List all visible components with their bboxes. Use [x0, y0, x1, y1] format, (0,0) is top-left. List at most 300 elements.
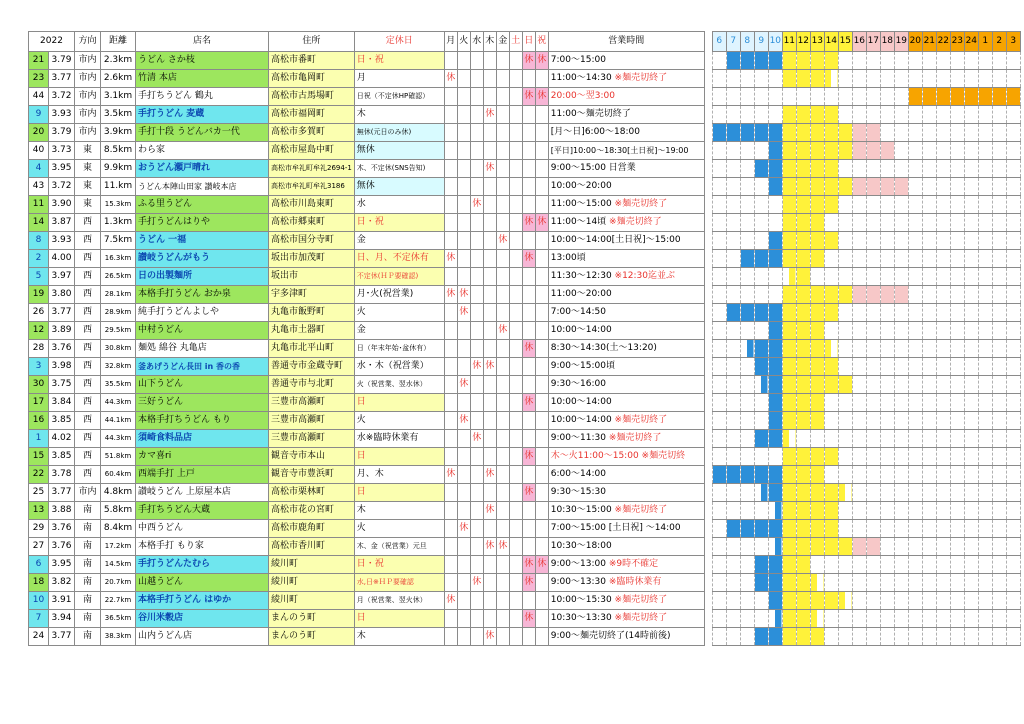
closed-sat — [509, 142, 522, 160]
hour-cell — [894, 358, 908, 376]
direction: 南 — [75, 574, 101, 592]
closed-thu — [483, 484, 496, 502]
hour-cell — [908, 484, 922, 502]
direction: 南 — [75, 502, 101, 520]
hour-cell — [964, 106, 978, 124]
hour-cell — [810, 484, 824, 502]
business-hours: 10:00～14:00[土日祝]～15:00 — [548, 232, 704, 250]
hour-cell — [852, 214, 866, 232]
hour-cell — [810, 142, 824, 160]
hour-cell — [908, 394, 922, 412]
address: 観音寺市本山 — [269, 448, 355, 466]
hour-cell — [838, 358, 852, 376]
closed-sun: 休 — [522, 214, 535, 232]
hour-cell — [908, 52, 922, 70]
hour-cell — [852, 250, 866, 268]
distance: 44.1km — [101, 412, 136, 430]
hour-cell — [964, 556, 978, 574]
spacer-cell — [704, 430, 712, 448]
closed-fri — [496, 628, 509, 646]
hour-cell — [992, 214, 1006, 232]
hour-cell — [810, 286, 824, 304]
business-hours: [平日]10:00～18:30[土日祝]～19:00 — [548, 142, 704, 160]
closed-wed — [470, 394, 483, 412]
hour-cell — [782, 556, 796, 574]
hour-cell — [880, 466, 894, 484]
hour-cell — [992, 358, 1006, 376]
distance: 11.km — [101, 178, 136, 196]
closed-hol — [535, 502, 548, 520]
hour-cell — [754, 196, 768, 214]
spacer-cell — [704, 142, 712, 160]
hour-cell — [1006, 304, 1020, 322]
closed-tue — [457, 538, 470, 556]
direction: 東 — [75, 196, 101, 214]
closed-tue — [457, 430, 470, 448]
shop-number: 2 — [29, 250, 49, 268]
spacer-cell — [704, 160, 712, 178]
hour-cell — [866, 574, 880, 592]
address: 高松市番町 — [269, 52, 355, 70]
hour-cell — [1006, 466, 1020, 484]
hour-cell — [992, 556, 1006, 574]
hour-cell — [810, 556, 824, 574]
hour-cell — [726, 286, 740, 304]
hour-header: 24 — [964, 32, 978, 52]
hour-cell — [768, 430, 782, 448]
hour-cell — [936, 304, 950, 322]
hour-cell — [796, 232, 810, 250]
hour-cell — [754, 610, 768, 628]
shop-number: 4 — [29, 160, 49, 178]
closed-tue: 休 — [457, 520, 470, 538]
closed-hol — [535, 430, 548, 448]
hour-cell — [866, 322, 880, 340]
closed-days: 月 — [354, 70, 444, 88]
hour-cell — [852, 304, 866, 322]
hour-cell — [922, 394, 936, 412]
hour-cell — [866, 196, 880, 214]
address: 高松市牟礼町牟礼3186 — [269, 178, 355, 196]
hour-cell — [880, 520, 894, 538]
hour-cell — [726, 214, 740, 232]
hour-cell — [838, 70, 852, 88]
hour-cell — [824, 376, 838, 394]
hour-cell — [824, 250, 838, 268]
hour-cell — [1006, 358, 1020, 376]
hour-cell — [936, 502, 950, 520]
hour-cell — [782, 394, 796, 412]
shop-name: わら家 — [136, 142, 269, 160]
hour-cell — [936, 124, 950, 142]
rating: 3.78 — [49, 466, 75, 484]
rating: 3.85 — [49, 448, 75, 466]
hour-cell — [992, 322, 1006, 340]
business-hours: 11:30～12:30 ※12:30迄並ぶ — [548, 268, 704, 286]
hour-header: 13 — [810, 32, 824, 52]
hour-cell — [936, 448, 950, 466]
hour-cell — [866, 448, 880, 466]
hour-cell — [796, 106, 810, 124]
table-row — [29, 466, 1021, 484]
spacer-header — [704, 32, 712, 52]
hour-cell — [796, 142, 810, 160]
hour-cell — [852, 430, 866, 448]
hour-cell — [810, 106, 824, 124]
hour-cell — [754, 628, 768, 646]
hour-cell — [796, 448, 810, 466]
hour-cell — [838, 538, 852, 556]
closed-thu: 休 — [483, 160, 496, 178]
closed-fri — [496, 556, 509, 574]
closed-sat — [509, 628, 522, 646]
hour-cell — [936, 88, 950, 106]
table-row — [29, 304, 1021, 322]
closed-fri — [496, 358, 509, 376]
hour-cell — [992, 106, 1006, 124]
hour-cell — [880, 268, 894, 286]
rating: 3.97 — [49, 268, 75, 286]
direction: 西 — [75, 250, 101, 268]
hour-cell — [894, 574, 908, 592]
hour-cell — [866, 214, 880, 232]
closed-wed — [470, 610, 483, 628]
hour-cell — [754, 88, 768, 106]
hour-cell — [782, 88, 796, 106]
table-row — [29, 88, 1021, 106]
hour-cell — [768, 412, 782, 430]
hour-cell — [740, 556, 754, 574]
hour-cell — [908, 88, 922, 106]
hour-cell — [894, 538, 908, 556]
closed-fri — [496, 412, 509, 430]
hour-cell — [712, 178, 726, 196]
closed-tue — [457, 394, 470, 412]
hour-cell — [922, 106, 936, 124]
hour-cell — [740, 178, 754, 196]
closed-sat — [509, 484, 522, 502]
distance: 28.9km — [101, 304, 136, 322]
closed-thu — [483, 142, 496, 160]
hour-cell — [964, 232, 978, 250]
hour-cell — [740, 484, 754, 502]
closed-hol — [535, 286, 548, 304]
hour-cell — [824, 322, 838, 340]
table-row — [29, 412, 1021, 430]
hour-cell — [754, 466, 768, 484]
closed-sat — [509, 376, 522, 394]
shop-number: 29 — [29, 520, 49, 538]
hour-cell — [782, 628, 796, 646]
hour-cell — [908, 178, 922, 196]
hour-cell — [922, 430, 936, 448]
hour-cell — [768, 214, 782, 232]
hour-cell — [1006, 214, 1020, 232]
shop-number: 5 — [29, 268, 49, 286]
closed-thu — [483, 196, 496, 214]
hour-cell — [740, 574, 754, 592]
hour-cell — [754, 52, 768, 70]
hour-cell — [964, 70, 978, 88]
fri-header: 金 — [496, 32, 509, 52]
hour-cell — [922, 358, 936, 376]
closed-sat — [509, 232, 522, 250]
closed-sat — [509, 502, 522, 520]
hour-cell — [740, 358, 754, 376]
hour-cell — [852, 52, 866, 70]
spacer-cell — [704, 322, 712, 340]
hour-cell — [796, 574, 810, 592]
hour-cell — [782, 412, 796, 430]
hour-cell — [726, 430, 740, 448]
table-row — [29, 214, 1021, 232]
closed-days: 火 — [354, 412, 444, 430]
hour-cell — [978, 538, 992, 556]
hour-cell — [866, 628, 880, 646]
hour-cell — [908, 142, 922, 160]
hour-cell — [726, 106, 740, 124]
hour-cell — [754, 340, 768, 358]
hour-cell — [768, 340, 782, 358]
hour-header: 9 — [754, 32, 768, 52]
closed-sun — [522, 106, 535, 124]
hour-cell — [1006, 286, 1020, 304]
closed-thu: 休 — [483, 502, 496, 520]
hour-cell — [810, 160, 824, 178]
hour-cell — [978, 610, 992, 628]
hour-cell — [1006, 322, 1020, 340]
hour-cell — [726, 376, 740, 394]
business-hours: 10:00～15:30 ※麺売切終了 — [548, 592, 704, 610]
hour-cell — [824, 286, 838, 304]
hour-cell — [978, 484, 992, 502]
hour-cell — [922, 286, 936, 304]
closed-days: 日 — [354, 610, 444, 628]
closed-sun: 休 — [522, 88, 535, 106]
hour-cell — [754, 376, 768, 394]
hour-cell — [796, 610, 810, 628]
hour-cell — [768, 268, 782, 286]
distance: 60.4km — [101, 466, 136, 484]
hour-cell — [950, 160, 964, 178]
distance: 38.3km — [101, 628, 136, 646]
hour-cell — [726, 358, 740, 376]
hour-cell — [852, 538, 866, 556]
address: 善通寺市金蔵寺町 — [269, 358, 355, 376]
hour-cell — [950, 484, 964, 502]
business-hours: [月～日]6:00～18:00 — [548, 124, 704, 142]
hour-cell — [740, 196, 754, 214]
hour-cell — [782, 430, 796, 448]
closed-sat — [509, 430, 522, 448]
closed-wed — [470, 628, 483, 646]
closed-fri — [496, 376, 509, 394]
table-row — [29, 610, 1021, 628]
closed-sat — [509, 448, 522, 466]
hour-cell — [852, 322, 866, 340]
hour-cell — [992, 412, 1006, 430]
hour-cell — [838, 610, 852, 628]
closed-fri — [496, 142, 509, 160]
closed-fri — [496, 88, 509, 106]
hour-cell — [782, 304, 796, 322]
hour-cell — [768, 628, 782, 646]
spacer-cell — [704, 610, 712, 628]
hour-cell — [754, 268, 768, 286]
hour-cell — [992, 610, 1006, 628]
hour-cell — [824, 106, 838, 124]
closed-fri: 休 — [496, 232, 509, 250]
hour-cell — [810, 88, 824, 106]
closed-thu — [483, 574, 496, 592]
closed-hol — [535, 628, 548, 646]
closed-sun — [522, 178, 535, 196]
closed-tue — [457, 466, 470, 484]
hour-cell — [824, 610, 838, 628]
hour-cell — [894, 286, 908, 304]
distance: 35.5km — [101, 376, 136, 394]
hour-cell — [852, 142, 866, 160]
closed-tue — [457, 358, 470, 376]
shop-name: うどん本陣山田家 讃岐本店 — [136, 178, 269, 196]
closed-tue — [457, 502, 470, 520]
shop-number: 12 — [29, 322, 49, 340]
hour-cell — [866, 394, 880, 412]
hour-cell — [754, 394, 768, 412]
closed-sat — [509, 178, 522, 196]
distance: 1.3km — [101, 214, 136, 232]
closed-sat — [509, 520, 522, 538]
shop-name: 中西うどん — [136, 520, 269, 538]
hour-cell — [978, 232, 992, 250]
closed-sat — [509, 466, 522, 484]
hour-cell — [1006, 448, 1020, 466]
closed-sun — [522, 196, 535, 214]
hour-cell — [894, 178, 908, 196]
hour-cell — [894, 340, 908, 358]
closed-sun: 休 — [522, 448, 535, 466]
closed-fri — [496, 106, 509, 124]
closed-sat — [509, 322, 522, 340]
hour-cell — [782, 574, 796, 592]
hour-cell — [992, 304, 1006, 322]
hour-cell — [880, 232, 894, 250]
hour-cell — [922, 232, 936, 250]
hour-cell — [740, 268, 754, 286]
hour-cell — [768, 466, 782, 484]
rating: 3.94 — [49, 610, 75, 628]
hour-cell — [936, 340, 950, 358]
business-hours: 9:00～11:30 ※麺売切終了 — [548, 430, 704, 448]
hour-cell — [852, 556, 866, 574]
hour-cell — [866, 142, 880, 160]
closed-hol — [535, 268, 548, 286]
closed-wed — [470, 232, 483, 250]
hour-cell — [922, 592, 936, 610]
hour-cell — [880, 592, 894, 610]
closed-thu — [483, 412, 496, 430]
hour-cell — [936, 70, 950, 88]
hour-cell — [726, 466, 740, 484]
hour-cell — [824, 466, 838, 484]
hour-cell — [796, 214, 810, 232]
hour-cell — [922, 142, 936, 160]
closed-hol: 休 — [535, 52, 548, 70]
shop-number: 1 — [29, 430, 49, 448]
hour-cell — [712, 394, 726, 412]
closed-days: 金 — [354, 232, 444, 250]
hour-cell — [922, 52, 936, 70]
hour-cell — [838, 214, 852, 232]
hour-cell — [768, 124, 782, 142]
closed-thu: 休 — [483, 628, 496, 646]
shop-number: 6 — [29, 556, 49, 574]
distance: 17.2km — [101, 538, 136, 556]
hour-cell — [964, 250, 978, 268]
closed-mon — [444, 394, 457, 412]
business-hours: 10:00～14:00 — [548, 394, 704, 412]
shop-number: 18 — [29, 574, 49, 592]
business-hours: 13:00頃 — [548, 250, 704, 268]
closed-sun: 休 — [522, 484, 535, 502]
hour-cell — [894, 196, 908, 214]
closed-sun — [522, 520, 535, 538]
closed-wed — [470, 268, 483, 286]
closed-thu — [483, 394, 496, 412]
hour-cell — [796, 394, 810, 412]
hour-cell — [838, 322, 852, 340]
business-hours: 9:00～13:30 ※臨時休業有 — [548, 574, 704, 592]
hour-cell — [908, 70, 922, 88]
hour-cell — [880, 358, 894, 376]
hour-cell — [908, 214, 922, 232]
hour-cell — [712, 484, 726, 502]
tue-header: 火 — [457, 32, 470, 52]
hour-cell — [782, 538, 796, 556]
distance: 22.7km — [101, 592, 136, 610]
shop-number: 30 — [29, 376, 49, 394]
hour-cell — [978, 196, 992, 214]
hour-cell — [950, 394, 964, 412]
closed-tue — [457, 142, 470, 160]
hour-cell — [950, 52, 964, 70]
hour-cell — [964, 196, 978, 214]
hour-cell — [894, 88, 908, 106]
spacer-cell — [704, 214, 712, 232]
hour-cell — [880, 304, 894, 322]
hour-cell — [1006, 574, 1020, 592]
business-hours: 10:30～15:00 ※麺売切終了 — [548, 502, 704, 520]
spacer-cell — [704, 520, 712, 538]
rating: 3.82 — [49, 574, 75, 592]
hour-cell — [754, 592, 768, 610]
hour-header: 1 — [978, 32, 992, 52]
hour-cell — [866, 52, 880, 70]
business-hours: 9:00～15:00頃 — [548, 358, 704, 376]
closed-wed — [470, 124, 483, 142]
hour-cell — [880, 430, 894, 448]
closed-sat — [509, 196, 522, 214]
hour-cell — [964, 124, 978, 142]
hour-cell — [922, 250, 936, 268]
hour-cell — [922, 340, 936, 358]
hour-cell — [740, 520, 754, 538]
address: まんのう町 — [269, 610, 355, 628]
hour-cell — [950, 106, 964, 124]
hour-cell — [866, 70, 880, 88]
hour-cell — [1006, 484, 1020, 502]
hour-cell — [992, 592, 1006, 610]
